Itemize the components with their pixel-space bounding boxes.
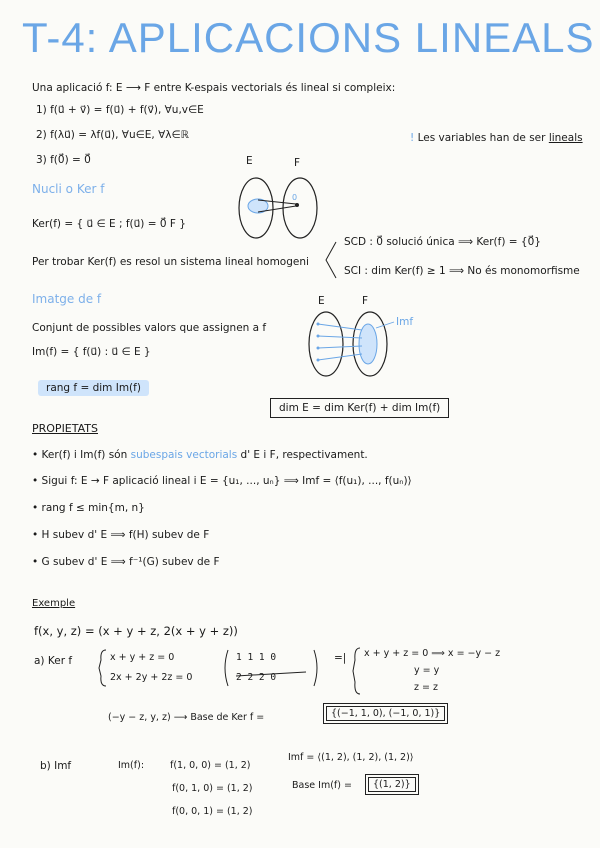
kernel-parametric: (−y − z, y, z) ⟶ Base de Ker f = (108, 712, 265, 723)
imf-diagram-label: Imf (396, 316, 414, 328)
part-b-label: b) Imf (40, 760, 72, 772)
kernel-scd: SCD : 0⃗ solució única ⟹ Ker(f) = {0⃗} (344, 236, 541, 248)
image-heading: Imatge de f (32, 292, 102, 306)
image-description: Conjunt de possibles valors que assignen a f (32, 322, 267, 334)
image-f1: f(1, 0, 0) = (1, 2) (170, 760, 251, 771)
kernel-definition: Ker(f) = { u⃗ ∈ E ; f(u⃗) = 0⃗ F } (32, 218, 186, 230)
propietats-heading: PROPIETATS (32, 422, 98, 435)
intro-text: Una aplicació f: E ⟶ F entre K-espais vectorials és lineal si compleix: (32, 82, 396, 94)
dimension-formula: dim E = dim Ker(f) + dim Im(f) (270, 398, 449, 418)
image-diagram-label-e: E (318, 295, 325, 307)
imf-basis-label: Base Im(f) = (292, 780, 352, 791)
system-eq-2: 2x + 2y + 2z = 0 (110, 672, 193, 683)
matrix-row-1: 1 1 1 0 (236, 652, 277, 663)
exemple-heading: Exemple (32, 598, 76, 609)
system-brace (98, 648, 108, 688)
kernel-heading: Nucli o Ker f (32, 182, 105, 196)
kernel-diagram (236, 172, 326, 244)
kernel-find-text: Per trobar Ker(f) es resol un sistema lineal homogeni (32, 256, 309, 268)
svg-text:0: 0 (292, 193, 298, 202)
kernel-diagram-label-e: E (246, 155, 253, 167)
property-2: 2) f(λu⃗) = λf(u⃗), ∀u∈E, ∀λ∈ℝ (36, 129, 189, 141)
result-line-3: z = z (414, 682, 438, 693)
result-line-2: y = y (414, 665, 440, 676)
property-1: 1) f(u⃗ + v⃗) = f(u⃗) + f(v⃗), ∀u,v∈E (36, 104, 204, 116)
propietat-1: • Ker(f) i Im(f) són subespais vectorials d' E i F, respectivament. (32, 449, 368, 461)
propietat-3: • rang f ≤ min{m, n} (32, 502, 145, 514)
result-brace (352, 646, 362, 696)
image-diagram-label-f: F (362, 295, 369, 307)
imf-generators: Imf = ⟨(1, 2), (1, 2), (1, 2)⟩ (288, 752, 414, 763)
rank-highlight: rang f = dim Im(f) (38, 380, 149, 396)
result-line-1: x + y + z = 0 ⟹ x = −y − z (364, 648, 501, 659)
imf-basis-box: {(1, 2)} (368, 777, 416, 792)
system-eq-1: x + y + z = 0 (110, 652, 175, 663)
kernel-brace (320, 240, 340, 280)
image-definition: Im(f) = { f(u⃗) : u⃗ ∈ E } (32, 346, 151, 358)
image-f2: f(0, 1, 0) = (1, 2) (172, 783, 253, 794)
part-a-label: a) Ker f (34, 655, 73, 667)
property-3: 3) f(0⃗) = 0⃗ (36, 154, 91, 166)
propietat-4: • H subev d' E ⟹ f(H) subev de F (32, 529, 210, 541)
matrix-row-2: 2 2 2 0 (236, 672, 277, 683)
propietat-5: • G subev d' E ⟹ f⁻¹(G) subev de F (32, 556, 220, 568)
kernel-sci: SCI : dim Ker(f) ≥ 1 ⟹ No és monomorfisme (344, 265, 580, 277)
image-f3: f(0, 0, 1) = (1, 2) (172, 806, 253, 817)
equivalence-symbol: =| (334, 652, 347, 664)
note: ! Les variables han de ser lineals (410, 132, 583, 144)
propietat-2: • Sigui f: E → F aplicació lineal i E = {u₁, ..., uₙ} ⟹ Imf = ⟨f(u₁), ..., f(uₙ)⟩ (32, 475, 412, 487)
exclamation-icon: ! (410, 132, 415, 144)
page-title: T-4: APLICACIONS LINEALS (22, 14, 595, 61)
kernel-basis-box: {(−1, 1, 0), (−1, 0, 1)} (326, 706, 445, 721)
example-function: f(x, y, z) = (x + y + z, 2(x + y + z)) (34, 624, 238, 638)
kernel-diagram-label-f: F (294, 157, 301, 169)
imf-label: Im(f): (118, 760, 145, 771)
